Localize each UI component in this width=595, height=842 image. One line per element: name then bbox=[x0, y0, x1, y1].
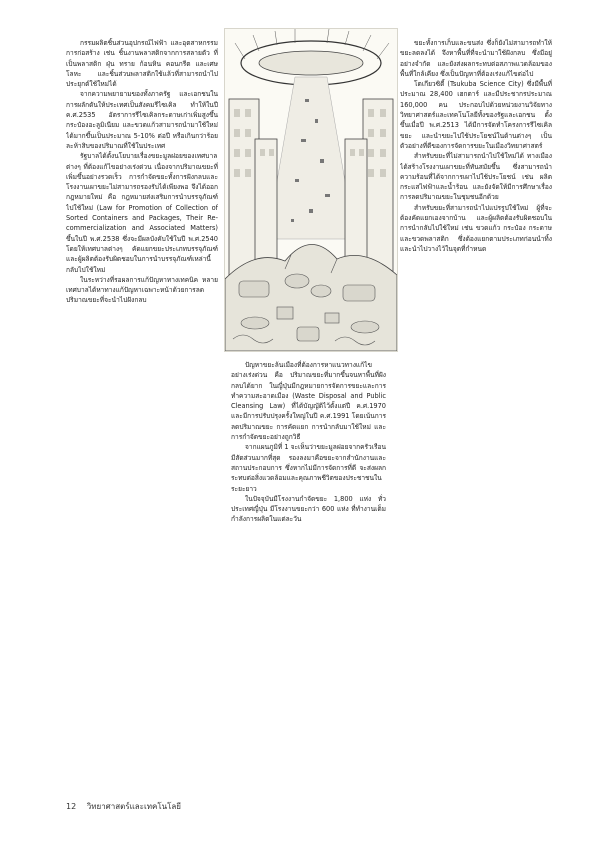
page-number: 12 bbox=[66, 802, 77, 811]
magazine-name: วิทยาศาสตร์และเทคโนโลยี bbox=[86, 802, 181, 811]
paragraph: ปัญหาขยะล้นเมืองที่ต้องการหาแนวทางแก้ไขอย่างเร่งด่วน คือ ปริมาณขยะที่มากขึ้นจนหาพื้นที่ฝังกลบได้ยาก ในญี่ปุ่นมีกฎหมายการจัดการขยะและการทำความสะอาดเมือง (Waste Disposal and Public Cleansing Law) ที่ได้บัญญัติไว้ตั้งแต่ปี ค.ศ.1970 และมีการปรับปรุงครั้งใหญ่ในปี ค.ศ.1991 โดยเน้นการลดปริมาณขยะ การคัดแยก การนำกลับมาใช้ใหม่ และการกำจัดขยะอย่างถูกวิธี bbox=[231, 361, 386, 442]
city-garbage-illustration bbox=[224, 28, 398, 352]
paragraph: จากแผนภูมิที่ 1 จะเห็นว่าขยะมูลฝอยจากครัวเรือนมีสัดส่วนมากที่สุด รองลงมาคือขยะจากสำนักงานและสถานประกอบการ ซึ่งหากไม่มีการจัดการที่ดี จะส่งผลกระทบต่อสิ่งแวดล้อมและคุณภาพชีวิตของประชาชนในระยะยาว bbox=[231, 443, 386, 493]
paragraph: สำหรับขยะที่ไม่สามารถนำไปใช้ใหม่ได้ ทางเมืองได้สร้างโรงงานเผาขยะที่ทันสมัยขึ้น ซึ่งสามารถนำความร้อนที่ได้จากการเผาไปใช้ประโยชน์ เช่น ผลิตกระแสไฟฟ้าและน้ำร้อน และยังจัดให้มีการศึกษาเรื่องการลดปริมาณขยะในชุมชนอีกด้วย bbox=[400, 152, 552, 202]
paragraph: ขยะทั้งการเก็บและขนส่ง ซึ่งก็ยังไม่สามารถทำให้ขยะลดลงได้ จึงหาพื้นที่ที่จะนำมาใช้ฝังกลบ ซึ่งมีอยู่อย่างจำกัด และยังส่งผลกระทบต่อสภาพแวดล้อมของพื้นที่ใกล้เคียง ซึ่งเป็นปัญหาที่ต้องเร่งแก้ไขต่อไป bbox=[400, 39, 552, 78]
paragraph: สำหรับขยะที่สามารถนำไปแปรรูปใช้ใหม่ ผู้ที่จะต้องคัดแยกเองจากบ้าน และผู้ผลิตต้องรับผิดชอบในการนำกลับไปใช้ใหม่ เช่น ขวดแก้ว กระป๋อง กระดาษ และขวดพลาสติก ซึ่งต้องแยกตามประเภทก่อนนำทิ้ง และนำไปวางไว้ในจุดที่กำหนด bbox=[400, 203, 552, 253]
paragraph: กรรมผลิตชิ้นส่วนอุปกรณ์ไฟฟ้า และอุตสาหกรรมการก่อสร้าง เช่น ชิ้นงานพลาสติกจากการสลายตัว ที่เป็นพลาสติก ฝุ่น ทราย ก้อนหิน คอนกรีต และเศษโลหะ และชิ้นส่วนพลาสติกใช้แล้วที่สามารถนำไปประยุกต์ใช้ใหม่ได้ bbox=[66, 39, 218, 89]
text-column-left bbox=[66, 38, 218, 826]
text-column-middle bbox=[231, 360, 386, 826]
paragraph: รัฐบาลได้ตั้งนโยบายเรื่องขยะมูลฝอยของเทศบาลต่างๆ ที่ต้องแก้ไขอย่างเร่งด่วน เนื่องจากปริมาณขยะที่เพิ่มขึ้นอย่างรวดเร็ว การกำจัดขยะทั้งการฝังกลบและโรงงานเผาขยะไม่สามารถรองรับได้เพียงพอ จึงได้ออกกฎหมายใหม่ คือ กฎหมายส่งเสริมการนำบรรจุภัณฑ์ไปใช้ใหม่ (Law for Promotion of Collection of Sorted Containers and Packages, Their Re-commercialization and Associated Matters) ขึ้นในปี พ.ศ.2538 ซึ่งจะมีผลบังคับใช้ในปี พ.ศ.2540 โดยให้เทศบาลต่างๆ คัดแยกขยะประเภทบรรจุภัณฑ์ และผู้ผลิตต้องรับผิดชอบในการนำบรรจุภัณฑ์เหล่านี้กลับไปใช้ใหม่ bbox=[66, 152, 218, 274]
city-under-garbage-deluge-icon bbox=[225, 29, 397, 351]
page-footer bbox=[66, 800, 546, 816]
text-column-right bbox=[400, 38, 552, 826]
paragraph: โตเกียวซิตี้ (Tsukuba Science City) ซึ่งมีพื้นที่ประมาณ 28,400 เฮกตาร์ และมีประชากรประมาณ 160,000 คน ประกอบไปด้วยหน่วยงานวิจัยทางวิทยาศาสตร์และเทคโนโลยีทั้งของรัฐและเอกชน ตั้งขึ้นเมื่อปี พ.ศ.2513 ได้มีการจัดทำโครงการรีไซเคิลขยะ และนำขยะไปใช้ประโยชน์ในด้านต่างๆ เป็นตัวอย่างที่ดีของการจัดการขยะในเมืองวิทยาศาสตร์ bbox=[400, 80, 552, 150]
paragraph: ในระหว่างที่รอผลการแก้ปัญหาทางเทคนิค หลายเทศบาลได้หาทางแก้ปัญหาเฉพาะหน้าด้วยการลดปริมาณขยะที่จะนำไปฝังกลบ bbox=[66, 275, 218, 305]
paragraph: จากความพยายามของทั้งภาครัฐ และเอกชนในการผลักดันให้ประเทศเป็นสังคมรีไซเคิล ทำให้ในปี ค.ศ.2535 อัตราการรีไซเคิลกระดาษเก่าเพิ่มสูงขึ้น กระป๋องอะลูมิเนียม และขวดแก้วสามารถนำมาใช้ใหม่ได้มากขึ้นเป็นประมาณ 5-10% ต่อปี หรือเกินกว่าร้อยละห้าสิบของปริมาณที่ใช้ในประเทศ bbox=[66, 90, 218, 150]
paragraph: ในปัจจุบันมีโรงงานกำจัดขยะ 1,800 แห่ง ทั่วประเทศญี่ปุ่น มีโรงงานขยะกว่า 600 แห่ง ที่ทำงานเต็มกำลังการผลิตในแต่ละวัน bbox=[231, 494, 386, 524]
